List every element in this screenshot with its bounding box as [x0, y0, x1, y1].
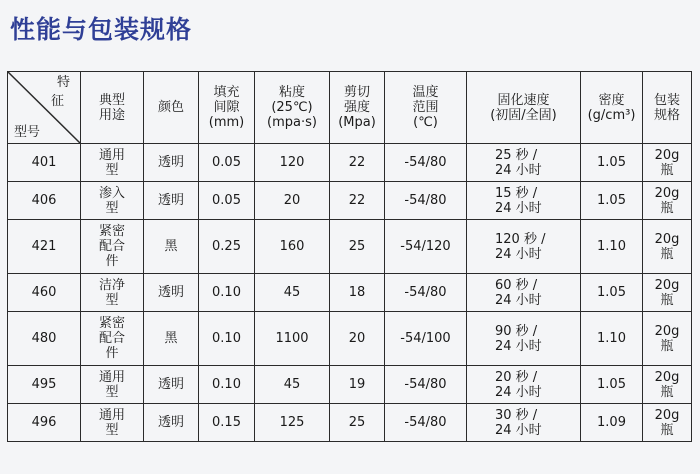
cell-usage-line: 型 [105, 200, 119, 216]
cell-gap: 0.05 [199, 182, 255, 220]
cell-usage-line: 配合 [98, 331, 125, 346]
cell-pack-line: 20g [654, 369, 680, 385]
cell-usage [81, 404, 144, 442]
cell-cure-line: 20 秒 / [495, 369, 538, 385]
cell-usage-line: 型 [105, 422, 119, 438]
header-pack-line: 包装 [653, 92, 680, 108]
cell-usage [81, 366, 144, 404]
cell-usage-line: 通用 [98, 407, 125, 423]
cell-shear: 18 [330, 274, 385, 312]
cell-pack-line: 瓶 [660, 162, 674, 178]
cell-pack [643, 144, 692, 182]
header-shear-line: 剪切 [343, 85, 370, 100]
cell-gap: 0.10 [199, 274, 255, 312]
header-usage [81, 72, 144, 144]
cell-cure-line: 24 小时 [495, 422, 542, 438]
table-row [8, 312, 692, 366]
header-temp-line: 范围 [412, 100, 439, 115]
cell-color: 透明 [144, 366, 199, 404]
cell-viscosity: 1100 [255, 312, 330, 366]
cell-gap: 0.05 [199, 144, 255, 182]
cell-shear: 20 [330, 312, 385, 366]
cell-temp: -54/120 [385, 220, 467, 274]
cell-density: 1.10 [581, 312, 643, 366]
header-corner [8, 72, 81, 144]
cell-usage-line: 洁净 [98, 277, 125, 293]
cell-color: 透明 [144, 404, 199, 442]
cell-viscosity: 20 [255, 182, 330, 220]
cell-viscosity: 45 [255, 274, 330, 312]
cell-model: 406 [8, 182, 81, 220]
cell-model: 401 [8, 144, 81, 182]
cell-density: 1.05 [581, 144, 643, 182]
table-row [8, 220, 692, 274]
cell-usage [81, 312, 144, 366]
cell-cure-line: 24 小时 [495, 200, 542, 216]
cell-temp: -54/80 [385, 182, 467, 220]
cell-gap: 0.10 [199, 312, 255, 366]
cell-density: 1.09 [581, 404, 643, 442]
cell-cure-line: 30 秒 / [495, 407, 538, 423]
header-row [8, 72, 692, 144]
cell-density: 1.05 [581, 182, 643, 220]
cell-gap: 0.15 [199, 404, 255, 442]
header-viscosity-line: (25℃) [271, 100, 313, 115]
header-temp-line: 温度 [412, 85, 439, 100]
cell-viscosity: 125 [255, 404, 330, 442]
cell-temp: -54/80 [385, 366, 467, 404]
cell-model: 495 [8, 366, 81, 404]
cell-pack-line: 瓶 [660, 384, 674, 400]
cell-usage-line: 通用 [98, 147, 125, 163]
cell-usage-line: 通用 [98, 369, 125, 385]
cell-viscosity: 160 [255, 220, 330, 274]
header-density [581, 72, 643, 144]
cell-temp: -54/80 [385, 144, 467, 182]
cell-usage [81, 144, 144, 182]
cell-cure [467, 144, 581, 182]
cell-pack-line: 20g [654, 407, 680, 423]
cell-cure-line: 60 秒 / [495, 277, 538, 293]
cell-cure-line: 15 秒 / [495, 185, 538, 201]
cell-pack-line: 20g [654, 147, 680, 163]
cell-color: 黑 [144, 312, 199, 366]
cell-model: 480 [8, 312, 81, 366]
header-gap-line: (mm) [208, 115, 245, 130]
cell-color: 黑 [144, 220, 199, 274]
cell-cure-line: 90 秒 / [495, 323, 538, 339]
cell-usage-line: 件 [105, 254, 119, 269]
cell-usage-line: 紧密 [98, 316, 125, 331]
cell-usage-line: 型 [105, 162, 119, 178]
cell-cure-line: 24 小时 [495, 162, 542, 178]
cell-density: 1.10 [581, 220, 643, 274]
cell-cure [467, 366, 581, 404]
cell-usage [81, 182, 144, 220]
cell-shear: 22 [330, 144, 385, 182]
cell-pack-line: 瓶 [660, 200, 674, 216]
cell-temp: -54/80 [385, 404, 467, 442]
cell-pack [643, 220, 692, 274]
cell-pack-line: 瓶 [660, 292, 674, 308]
cell-temp: -54/80 [385, 274, 467, 312]
cell-color: 透明 [144, 274, 199, 312]
table-row [8, 366, 692, 404]
cell-model: 421 [8, 220, 81, 274]
header-shear-line: 强度 [343, 100, 370, 115]
cell-cure-line: 24 小时 [495, 338, 542, 354]
corner-label-bottom: 型号 [14, 125, 41, 140]
header-viscosity [255, 72, 330, 144]
header-viscosity-line: 粘度 [278, 85, 305, 100]
cell-pack-line: 20g [654, 185, 680, 201]
table-row [8, 182, 692, 220]
cell-temp: -54/100 [385, 312, 467, 366]
cell-pack [643, 404, 692, 442]
page-title: 性能与包装规格 [10, 15, 193, 44]
header-gap-line: 填充 [213, 85, 240, 100]
cell-pack-line: 瓶 [660, 246, 674, 262]
cell-pack [643, 366, 692, 404]
cell-cure [467, 274, 581, 312]
cell-pack-line: 20g [654, 277, 680, 293]
cell-gap: 0.25 [199, 220, 255, 274]
header-pack [643, 72, 692, 144]
cell-pack-line: 20g [654, 231, 680, 247]
cell-usage-line: 配合 [98, 239, 125, 254]
header-gap-line: 间隙 [213, 100, 240, 115]
cell-viscosity: 45 [255, 366, 330, 404]
cell-shear: 19 [330, 366, 385, 404]
header-temp [385, 72, 467, 144]
cell-usage-line: 渗入 [98, 185, 125, 201]
cell-model: 496 [8, 404, 81, 442]
cell-cure [467, 312, 581, 366]
cell-pack [643, 312, 692, 366]
cell-model: 460 [8, 274, 81, 312]
cell-density: 1.05 [581, 366, 643, 404]
cell-usage [81, 274, 144, 312]
cell-color: 透明 [144, 144, 199, 182]
cell-viscosity: 120 [255, 144, 330, 182]
cell-shear: 25 [330, 404, 385, 442]
cell-pack-line: 20g [654, 323, 680, 339]
cell-shear: 22 [330, 182, 385, 220]
header-cure-line: 固化速度 [497, 92, 550, 108]
cell-cure-line: 24 小时 [495, 292, 542, 308]
cell-cure [467, 182, 581, 220]
cell-cure-line: 24 小时 [495, 246, 542, 262]
cell-cure-line: 120 秒 / [495, 231, 546, 247]
cell-pack-line: 瓶 [660, 422, 674, 438]
header-temp-line: (℃) [413, 115, 438, 130]
table-body [8, 144, 692, 442]
header-pack-line: 规格 [653, 107, 680, 123]
header-cure-line: (初固/全固) [490, 107, 557, 123]
cell-usage-line: 型 [105, 292, 119, 308]
header-shear-line: (Mpa) [338, 115, 376, 130]
spec-table [7, 71, 692, 442]
cell-cure-line: 24 小时 [495, 384, 542, 400]
cell-usage [81, 220, 144, 274]
cell-pack [643, 274, 692, 312]
cell-cure [467, 220, 581, 274]
cell-shear: 25 [330, 220, 385, 274]
header-usage-line: 用途 [98, 107, 125, 123]
table-row [8, 274, 692, 312]
corner-label-top-2: 征 [50, 94, 64, 109]
cell-gap: 0.10 [199, 366, 255, 404]
header-density-line: (g/cm³) [587, 107, 636, 123]
table-row [8, 404, 692, 442]
cell-usage-line: 紧密 [98, 224, 125, 239]
header-gap [199, 72, 255, 144]
header-color: 颜色 [144, 72, 199, 144]
header-usage-line: 典型 [98, 92, 125, 108]
cell-usage-line: 件 [105, 346, 119, 361]
header-density-line: 密度 [598, 92, 625, 108]
cell-cure-line: 25 秒 / [495, 147, 538, 163]
header-viscosity-line: (mpa·s) [267, 115, 317, 130]
cell-usage-line: 型 [105, 384, 119, 400]
header-shear [330, 72, 385, 144]
cell-pack [643, 182, 692, 220]
cell-density: 1.05 [581, 274, 643, 312]
cell-pack-line: 瓶 [660, 338, 674, 354]
cell-color: 透明 [144, 182, 199, 220]
corner-label-top-1: 特 [56, 75, 70, 90]
header-cure [467, 72, 581, 144]
cell-cure [467, 404, 581, 442]
table-row [8, 144, 692, 182]
